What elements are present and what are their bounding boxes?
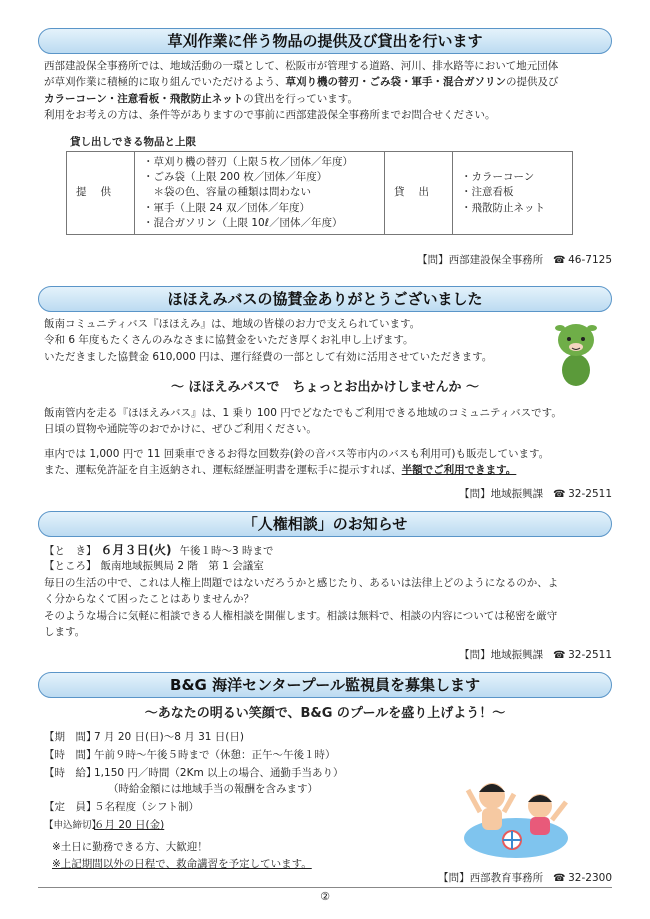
recruit-row: 【期 間】7 月 20 日(日)～8 月 31 日(日) [44,731,244,743]
recruit-row: 【定 員】５名程度（シフト制） [44,801,199,813]
s2-phone: 32-2511 [568,488,612,500]
s2-p1: 飯南コミュニティバス『ほほえみ』は、地域の皆様のお力で支えられています。 [44,318,421,330]
page-number: ② [320,890,330,903]
s1-p2: が草刈作業に積極的に取り組んでいただけるよう、草刈り機の替刃・ごみ袋・軍手・混合ガソリンの提供及び [44,76,559,89]
s3-p4: します。 [44,625,86,638]
lend-item: ・飛散防止ネット [461,201,545,214]
s3-where: 【ところ】 飯南地域振興局 2 階 第 1 会議室 [44,560,264,572]
provide-item: ・軍手（上限 24 双／団体／年度） [143,201,311,214]
s4-contact: 【問】西部教育事務所 ☎ 32-2300 [438,870,612,887]
s2-p6: 車内では 1,000 円で 11 回乗車できるお得な回数券(鈴の音バス等市内のバスも利用可)も販売しています。 [44,447,550,460]
lend-item: ・注意看板 [461,186,514,199]
phone-icon: ☎ [553,650,566,661]
recruit-row: 【時 間】午前９時～午後５時まで（休憩：正午～午後１時） [44,749,336,761]
swimming-kids-icon [462,750,570,860]
s2-p4: 飯南管内を走る『ほほえみバス』は、1 乗り 100 円でどなたでもご利用できる地域のコミュニティバスです。 [44,407,562,419]
section3-title: 「人権相談」のお知らせ [38,511,612,537]
s2-p5: 日頃の買物や通院等のおでかけに、ぜひご利用ください。 [44,423,317,436]
s4-note2: ※上記期間以外の日程で、救命講習を予定しています。 [52,858,312,870]
s4-note1: ※土日に勤務できる方、大歓迎！ [52,841,208,853]
lend-item: ・カラーコーン [461,171,535,184]
s1-phone: 46-7125 [568,254,612,266]
s3-contact: 【問】地域振興課 ☎ 32-2511 [459,647,612,664]
s3-p1: 毎日の生活の中で、これは人権上問題ではないだろうかと感じたり、あるいは法律上どのようになるのか、よ [44,577,559,589]
items-table [66,151,573,235]
provide-item: ・草刈り機の替刃（上限５枚／団体／年度） [143,156,353,168]
s3-p3: そのような場合に気軽に相談できる人権相談を開催します。相談は無料で、相談の内容については秘密を厳守 [44,609,558,622]
section1-title: 草刈作業に伴う物品の提供及び貸出を行います [38,28,612,54]
section2-body2 [44,405,609,478]
s4-phone: 32-2300 [568,872,612,884]
provide-label: 提供 [67,152,135,235]
s3-phone: 32-2511 [568,649,612,661]
provide-item: ＊袋の色、容量の種類は問わない [143,186,311,199]
s1-contact: 【問】西部建設保全事務所 ☎ 46-7125 [417,252,612,269]
section4-title: B&G 海洋センタープール監視員を募集します [38,672,612,698]
recruit-row: 【時 給】1,150 円／時間（2Km 以上の場合、通勤手当あり） [44,767,344,779]
s3-p2: く分からなくて困ったことはありませんか？ [44,593,254,606]
section3-body [44,575,609,640]
s2-p2: 令和 6 年度もたくさんのみなさまに協賛金をいただき厚くお礼申し上げます。 [44,334,414,347]
s2-slogan: ～ ほほえみバスで ちょっとお出かけしませんか ～ [170,380,480,395]
recruit-row: （時給金額には地域手当の報酬を含みます） [108,783,318,795]
s2-contact: 【問】地域振興課 ☎ 32-2511 [459,486,612,503]
s1-p3: カラーコーン・注意看板・飛散防止ネットの貸出を行っています。 [44,92,358,105]
s2-p7: また、運転免許証を自主返納され、運転経歴証明書を運転手に提示すれば、半額でご利用できます。 [44,463,517,476]
section1-body [44,58,609,123]
provide-item: ・混合ガソリン（上限 10ℓ／団体／年度） [143,216,343,229]
phone-icon: ☎ [553,489,566,500]
s4-slogan: ～あなたの明るい笑顔で、B&G のプールを盛り上げよう！～ [144,706,506,721]
section2-title: ほほえみバスの協賛金ありがとうございました [38,286,612,312]
recruit-row: 【申込締切】６月 20 日(金) [44,819,165,831]
section2-body [44,316,544,365]
table-caption: 貸し出しできる物品と上限 [70,136,196,148]
lend-label: 貸出 [385,152,453,235]
provide-item: ・ごみ袋（上限 200 枚／団体／年度） [143,171,328,184]
phone-icon: ☎ [553,873,566,884]
provide-items [135,152,385,235]
s3-when: 【と き】 ６月３日(火) 午後１時～3 時まで [44,543,274,557]
lend-items [453,152,573,235]
s1-p1: 西部建設保全事務所では、地域活動の一環として、松阪市が管理する道路、河川、排水路等において地元団体 [44,60,559,72]
phone-icon: ☎ [553,255,566,266]
s2-p3: いただきました協賛金 610,000 円は、運行経費の一部として有効に活用させていただきます。 [44,350,493,363]
s1-p4: 利用をお考えの方は、条件等がありますので事前に西部建設保全事務所までお問合せください。 [44,108,496,121]
